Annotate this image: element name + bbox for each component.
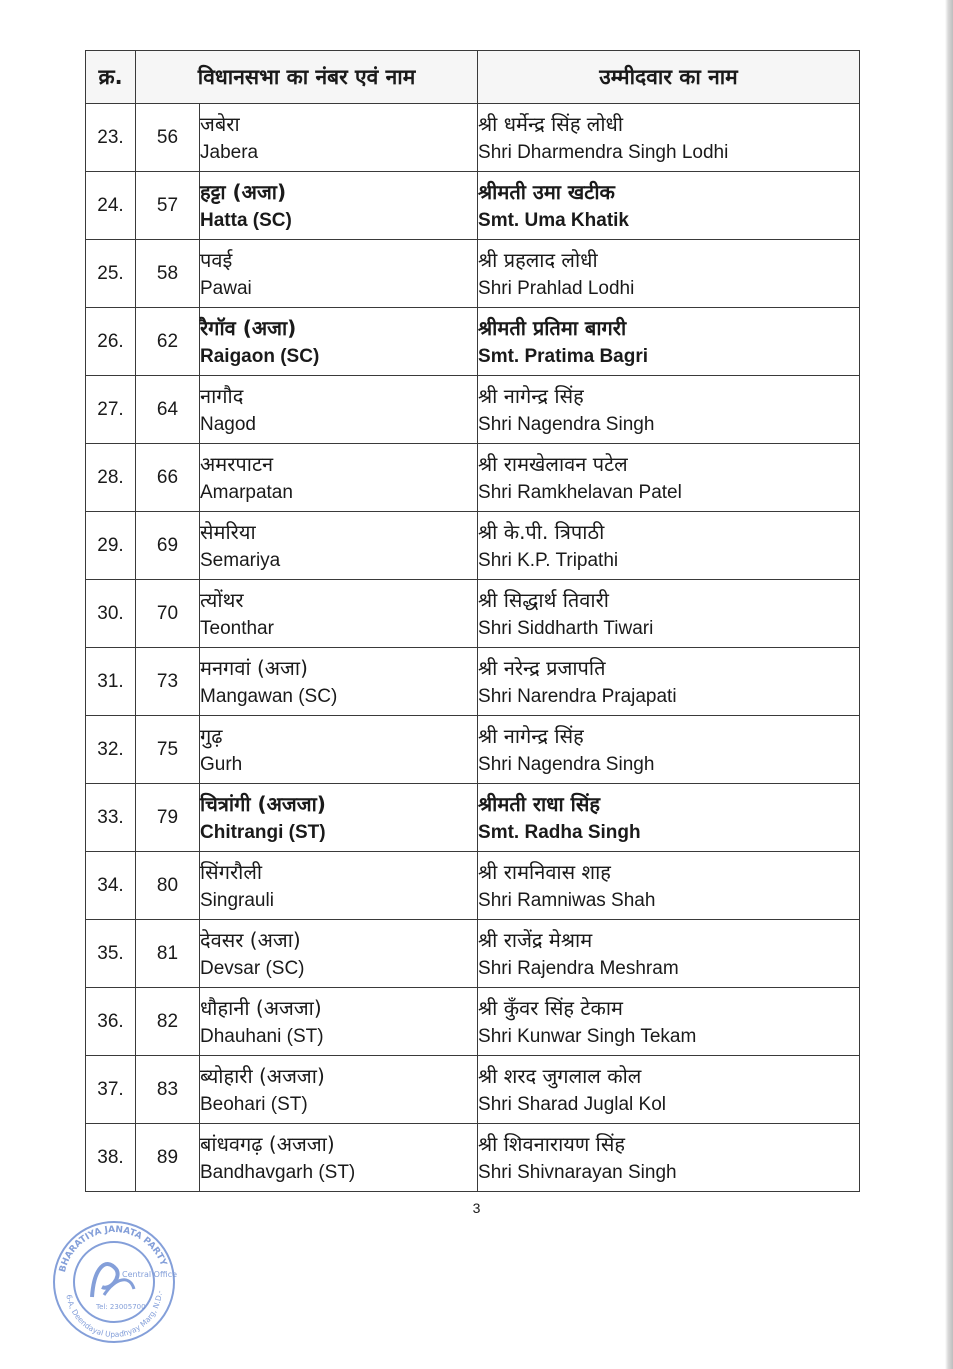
constituency-name-english: Semariya bbox=[200, 549, 281, 571]
table-row bbox=[86, 172, 860, 240]
candidate-table bbox=[85, 50, 860, 1192]
serial-number: 34. bbox=[86, 852, 136, 920]
candidate-name-hindi: श्री धर्मेन्द्र सिंह लोधी bbox=[478, 111, 624, 136]
candidate-name bbox=[478, 172, 860, 240]
constituency-number: 62 bbox=[136, 308, 200, 376]
constituency-name-hindi: गुढ़ bbox=[200, 723, 223, 748]
table-row bbox=[86, 852, 860, 920]
serial-number: 27. bbox=[86, 376, 136, 444]
constituency-name bbox=[200, 444, 478, 512]
constituency-name-english: Bandhavgarh (ST) bbox=[200, 1161, 356, 1183]
constituency-name bbox=[200, 580, 478, 648]
constituency-number: 75 bbox=[136, 716, 200, 784]
serial-number: 31. bbox=[86, 648, 136, 716]
candidate-name-english: Shri Shivnarayan Singh bbox=[478, 1161, 677, 1183]
table-row bbox=[86, 784, 860, 852]
constituency-number: 70 bbox=[136, 580, 200, 648]
constituency-number: 56 bbox=[136, 104, 200, 172]
table-header-row bbox=[86, 51, 860, 104]
candidate-name-english: Smt. Uma Khatik bbox=[478, 209, 629, 231]
candidate-name bbox=[478, 376, 860, 444]
candidate-name bbox=[478, 920, 860, 988]
constituency-name-hindi: चित्रांगी (अजजा) bbox=[200, 791, 326, 816]
constituency-name-hindi: सेमरिया bbox=[200, 519, 256, 544]
candidate-name-hindi: श्री सिद्धार्थ तिवारी bbox=[478, 587, 609, 612]
candidate-name-hindi: श्री प्रहलाद लोधी bbox=[478, 247, 598, 272]
serial-number: 38. bbox=[86, 1124, 136, 1192]
candidate-name bbox=[478, 1056, 860, 1124]
candidate-name bbox=[478, 512, 860, 580]
svg-text:Tel: 23005700: Tel: 23005700 bbox=[96, 1303, 146, 1311]
constituency-name bbox=[200, 172, 478, 240]
candidate-name-english: Shri Kunwar Singh Tekam bbox=[478, 1025, 697, 1047]
constituency-number: 64 bbox=[136, 376, 200, 444]
candidate-name-english: Shri K.P. Tripathi bbox=[478, 549, 619, 571]
constituency-number: 81 bbox=[136, 920, 200, 988]
serial-number: 28. bbox=[86, 444, 136, 512]
table-row bbox=[86, 716, 860, 784]
constituency-name-hindi: रैगॉव (अजा) bbox=[200, 315, 297, 340]
header-constituency: विधानसभा का नंबर एवं नाम bbox=[136, 51, 478, 104]
page-number: 3 bbox=[472, 1200, 481, 1216]
constituency-number: 57 bbox=[136, 172, 200, 240]
candidate-name bbox=[478, 988, 860, 1056]
constituency-name-english: Mangawan (SC) bbox=[200, 685, 338, 707]
serial-number: 23. bbox=[86, 104, 136, 172]
serial-number: 26. bbox=[86, 308, 136, 376]
table-row bbox=[86, 988, 860, 1056]
candidate-name-hindi: श्री नागेन्द्र सिंह bbox=[478, 723, 584, 748]
table-row bbox=[86, 580, 860, 648]
constituency-number: 82 bbox=[136, 988, 200, 1056]
constituency-name-english: Chitrangi (ST) bbox=[200, 821, 326, 843]
constituency-name bbox=[200, 988, 478, 1056]
candidate-name-hindi: श्रीमती प्रतिमा बागरी bbox=[478, 315, 627, 340]
constituency-name-english: Jabera bbox=[200, 141, 259, 163]
candidate-name bbox=[478, 240, 860, 308]
table-row bbox=[86, 444, 860, 512]
candidate-name bbox=[478, 580, 860, 648]
svg-text:6-A, Deendayal Upadhyay Marg,: 6-A, Deendayal Upadhyay Marg, N.D.- bbox=[64, 1290, 164, 1340]
candidate-name-hindi: श्री रामनिवास शाह bbox=[478, 859, 611, 884]
constituency-number: 83 bbox=[136, 1056, 200, 1124]
constituency-name-hindi: धौहानी (अजजा) bbox=[200, 995, 322, 1020]
candidate-name-hindi: श्री शिवनारायण सिंह bbox=[478, 1131, 625, 1156]
serial-number: 30. bbox=[86, 580, 136, 648]
candidate-name-english: Shri Nagendra Singh bbox=[478, 413, 655, 435]
constituency-name-hindi: हट्टा (अजा) bbox=[200, 179, 287, 204]
candidate-name-hindi: श्री नरेन्द्र प्रजापति bbox=[478, 655, 606, 680]
candidate-name bbox=[478, 648, 860, 716]
constituency-name bbox=[200, 716, 478, 784]
candidate-name bbox=[478, 1124, 860, 1192]
candidate-name-english: Shri Narendra Prajapati bbox=[478, 685, 677, 707]
constituency-name bbox=[200, 104, 478, 172]
constituency-number: 79 bbox=[136, 784, 200, 852]
candidate-name-english: Shri Ramkhelavan Patel bbox=[478, 481, 682, 503]
constituency-number: 69 bbox=[136, 512, 200, 580]
constituency-name bbox=[200, 308, 478, 376]
serial-number: 29. bbox=[86, 512, 136, 580]
party-seal bbox=[44, 1217, 184, 1347]
constituency-number: 73 bbox=[136, 648, 200, 716]
candidate-name-english: Shri Prahlad Lodhi bbox=[478, 277, 635, 299]
constituency-name bbox=[200, 648, 478, 716]
table-row bbox=[86, 240, 860, 308]
constituency-number: 89 bbox=[136, 1124, 200, 1192]
constituency-name-hindi: अमरपाटन bbox=[200, 451, 274, 476]
serial-number: 36. bbox=[86, 988, 136, 1056]
candidate-name bbox=[478, 784, 860, 852]
constituency-name-english: Singrauli bbox=[200, 889, 274, 911]
constituency-number: 58 bbox=[136, 240, 200, 308]
candidate-name-hindi: श्रीमती उमा खटीक bbox=[478, 179, 615, 204]
candidate-name-english: Shri Rajendra Meshram bbox=[478, 957, 679, 979]
candidate-name-hindi: श्री के.पी. त्रिपाठी bbox=[478, 519, 605, 544]
constituency-name-english: Nagod bbox=[200, 413, 256, 435]
constituency-name-hindi: जबेरा bbox=[200, 111, 240, 136]
table-row bbox=[86, 1124, 860, 1192]
table-row bbox=[86, 920, 860, 988]
candidate-name-english: Smt. Pratima Bagri bbox=[478, 345, 649, 367]
svg-text:Central Office: Central Office bbox=[122, 1270, 178, 1279]
candidate-name-english: Shri Sharad Juglal Kol bbox=[478, 1093, 667, 1115]
serial-number: 33. bbox=[86, 784, 136, 852]
constituency-name-english: Pawai bbox=[200, 277, 252, 299]
candidate-name-english: Shri Nagendra Singh bbox=[478, 753, 655, 775]
constituency-name-hindi: नागौद bbox=[200, 383, 244, 408]
constituency-number: 66 bbox=[136, 444, 200, 512]
constituency-name-english: Amarpatan bbox=[200, 481, 293, 503]
constituency-name-english: Raigaon (SC) bbox=[200, 345, 320, 367]
constituency-name-hindi: सिंगरौली bbox=[200, 859, 263, 884]
constituency-name-hindi: ब्योहारी (अजजा) bbox=[200, 1063, 325, 1088]
constituency-name-english: Hatta (SC) bbox=[200, 209, 292, 231]
candidate-name-english: Shri Siddharth Tiwari bbox=[478, 617, 654, 639]
candidate-name-hindi: श्री रामखेलावन पटेल bbox=[478, 451, 628, 476]
header-sr: क्र. bbox=[86, 51, 136, 104]
constituency-name-english: Teonthar bbox=[200, 617, 274, 639]
candidate-name bbox=[478, 716, 860, 784]
constituency-name-english: Devsar (SC) bbox=[200, 957, 305, 979]
constituency-name-hindi: देवसर (अजा) bbox=[200, 927, 301, 952]
candidate-name-hindi: श्री कुँवर सिंह टेकाम bbox=[478, 995, 623, 1020]
candidate-name-hindi: श्री राजेंद्र मेश्राम bbox=[478, 927, 593, 952]
serial-number: 24. bbox=[86, 172, 136, 240]
constituency-name bbox=[200, 784, 478, 852]
serial-number: 35. bbox=[86, 920, 136, 988]
candidate-name-hindi: श्री नागेन्द्र सिंह bbox=[478, 383, 584, 408]
candidate-name bbox=[478, 308, 860, 376]
constituency-name bbox=[200, 1124, 478, 1192]
candidate-name bbox=[478, 444, 860, 512]
seal-stamp-icon bbox=[44, 1217, 184, 1347]
serial-number: 25. bbox=[86, 240, 136, 308]
candidate-name-english: Shri Dharmendra Singh Lodhi bbox=[478, 141, 729, 163]
serial-number: 32. bbox=[86, 716, 136, 784]
constituency-name-english: Beohari (ST) bbox=[200, 1093, 308, 1115]
candidate-name-hindi: श्री शरद जुगलाल कोल bbox=[478, 1063, 642, 1088]
candidate-name-english: Shri Ramniwas Shah bbox=[478, 889, 656, 911]
table-row bbox=[86, 1056, 860, 1124]
constituency-name bbox=[200, 852, 478, 920]
candidate-name bbox=[478, 852, 860, 920]
constituency-name bbox=[200, 240, 478, 308]
table-row bbox=[86, 648, 860, 716]
candidate-name-hindi: श्रीमती राधा सिंह bbox=[478, 791, 600, 816]
serial-number: 37. bbox=[86, 1056, 136, 1124]
constituency-name bbox=[200, 376, 478, 444]
table-row bbox=[86, 512, 860, 580]
constituency-name-english: Gurh bbox=[200, 753, 243, 775]
header-candidate: उम्मीदवार का नाम bbox=[478, 51, 860, 104]
constituency-name-hindi: मनगवां (अजा) bbox=[200, 655, 308, 680]
table-row bbox=[86, 104, 860, 172]
constituency-name-hindi: पवई bbox=[200, 247, 233, 272]
constituency-name-hindi: बांधवगढ़ (अजजा) bbox=[200, 1131, 335, 1156]
constituency-name-hindi: त्योंथर bbox=[200, 587, 244, 612]
page-edge-shadow bbox=[945, 0, 953, 1369]
svg-text:BHARATIYA JANATA PARTY: BHARATIYA JANATA PARTY bbox=[57, 1224, 169, 1274]
candidate-name-english: Smt. Radha Singh bbox=[478, 821, 641, 843]
candidate-name bbox=[478, 104, 860, 172]
constituency-name bbox=[200, 1056, 478, 1124]
constituency-name-english: Dhauhani (ST) bbox=[200, 1025, 324, 1047]
constituency-name bbox=[200, 512, 478, 580]
table-row bbox=[86, 376, 860, 444]
constituency-name bbox=[200, 920, 478, 988]
constituency-number: 80 bbox=[136, 852, 200, 920]
table-row bbox=[86, 308, 860, 376]
